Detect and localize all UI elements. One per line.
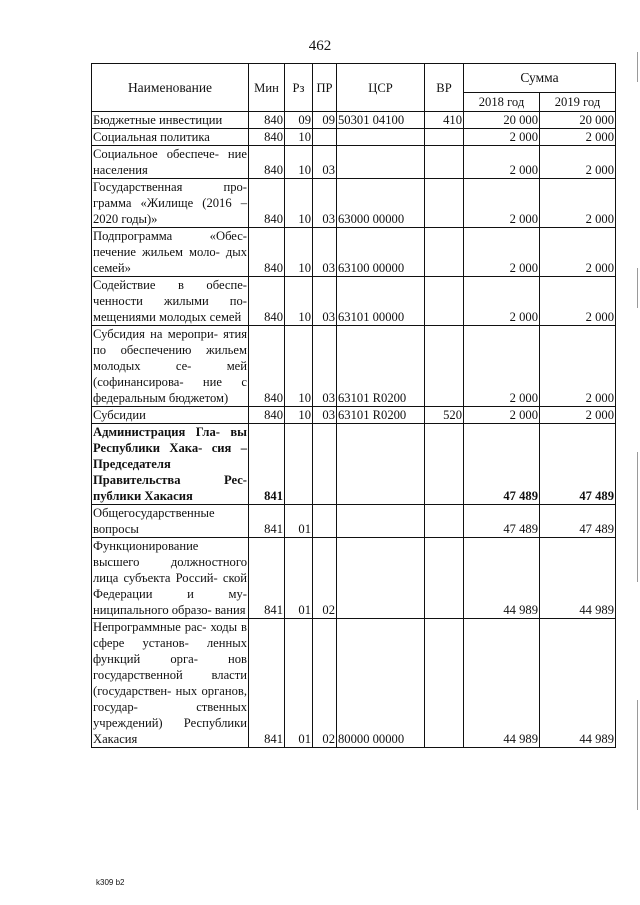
header-csr: ЦСР bbox=[337, 64, 425, 112]
header-rz: Рз bbox=[285, 64, 313, 112]
cell-vr bbox=[425, 538, 464, 619]
scan-edge-mark bbox=[637, 700, 638, 810]
cell-min: 841 bbox=[249, 538, 285, 619]
cell-rz: 10 bbox=[285, 146, 313, 179]
cell-csr: 80000 00000 bbox=[337, 619, 425, 748]
cell-min: 840 bbox=[249, 179, 285, 228]
cell-2018: 2 000 bbox=[464, 146, 540, 179]
cell-vr bbox=[425, 146, 464, 179]
cell-csr bbox=[337, 424, 425, 505]
cell-name: Непрограммные рас- ходы в сфере установ- ленных функций орга- нов государственной власти (государствен- ных органов, государ- ственных учреждений) Республики Хакасия bbox=[93, 620, 247, 746]
cell-rz bbox=[285, 424, 313, 505]
cell-pr: 03 bbox=[313, 179, 337, 228]
cell-csr: 63101 R0200 bbox=[337, 407, 425, 424]
table-row bbox=[92, 146, 616, 179]
header-year-2018: 2018 год bbox=[464, 93, 540, 112]
table-row bbox=[92, 228, 616, 277]
cell-rz: 10 bbox=[285, 129, 313, 146]
cell-pr: 03 bbox=[313, 326, 337, 407]
cell-2018: 47 489 bbox=[464, 424, 540, 505]
cell-pr: 03 bbox=[313, 146, 337, 179]
cell-2019: 47 489 bbox=[540, 505, 616, 538]
cell-rz: 10 bbox=[285, 228, 313, 277]
cell-2019: 20 000 bbox=[540, 112, 616, 129]
cell-pr: 02 bbox=[313, 538, 337, 619]
budget-table bbox=[91, 63, 616, 748]
cell-name: Социальная политика bbox=[92, 129, 249, 146]
table-row bbox=[92, 112, 616, 129]
scan-edge-mark bbox=[637, 268, 638, 308]
cell-rz: 01 bbox=[285, 619, 313, 748]
table-row bbox=[92, 619, 616, 748]
cell-name: Общегосударственные вопросы bbox=[92, 505, 249, 538]
cell-min: 840 bbox=[249, 407, 285, 424]
cell-pr: 03 bbox=[313, 407, 337, 424]
cell-csr: 50301 04100 bbox=[337, 112, 425, 129]
cell-rz: 10 bbox=[285, 277, 313, 326]
cell-2018: 2 000 bbox=[464, 179, 540, 228]
table-row bbox=[92, 326, 616, 407]
cell-name: Функционирование высшего должностного лица субъекта Россий- ской Федерации и му- ниципального образо- вания bbox=[93, 539, 247, 617]
cell-2019: 2 000 bbox=[540, 228, 616, 277]
cell-2018: 2 000 bbox=[464, 326, 540, 407]
cell-2018: 47 489 bbox=[464, 505, 540, 538]
header-sum: Сумма bbox=[464, 64, 616, 93]
cell-name: Администрация Гла- вы Республики Хака- сия – Председателя Правительства Рес- публики Хакасия bbox=[93, 425, 247, 503]
cell-2019: 44 989 bbox=[540, 538, 616, 619]
cell-2018: 2 000 bbox=[464, 277, 540, 326]
cell-min: 840 bbox=[249, 228, 285, 277]
table-row bbox=[92, 538, 616, 619]
cell-vr bbox=[425, 277, 464, 326]
cell-2019: 2 000 bbox=[540, 179, 616, 228]
cell-vr bbox=[425, 619, 464, 748]
cell-min: 841 bbox=[249, 505, 285, 538]
cell-min: 841 bbox=[249, 424, 285, 505]
table-row bbox=[92, 505, 616, 538]
scan-edge-mark bbox=[637, 452, 638, 582]
cell-2018: 2 000 bbox=[464, 407, 540, 424]
cell-vr bbox=[425, 505, 464, 538]
header-year-2019: 2019 год bbox=[540, 93, 616, 112]
table-header bbox=[92, 64, 616, 112]
cell-2019: 47 489 bbox=[540, 424, 616, 505]
cell-vr bbox=[425, 129, 464, 146]
cell-vr bbox=[425, 228, 464, 277]
cell-min: 840 bbox=[249, 112, 285, 129]
cell-csr bbox=[337, 538, 425, 619]
cell-csr bbox=[337, 146, 425, 179]
cell-pr bbox=[313, 424, 337, 505]
cell-csr bbox=[337, 505, 425, 538]
cell-2018: 44 989 bbox=[464, 538, 540, 619]
cell-csr: 63100 00000 bbox=[337, 228, 425, 277]
cell-vr: 520 bbox=[425, 407, 464, 424]
cell-pr bbox=[313, 505, 337, 538]
table-row bbox=[92, 277, 616, 326]
cell-name: Государственная про- грамма «Жилище (2016 – 2020 годы)» bbox=[93, 180, 247, 226]
cell-2018: 44 989 bbox=[464, 619, 540, 748]
cell-2019: 2 000 bbox=[540, 146, 616, 179]
cell-rz: 01 bbox=[285, 505, 313, 538]
cell-min: 840 bbox=[249, 146, 285, 179]
cell-2018: 2 000 bbox=[464, 228, 540, 277]
cell-2019: 2 000 bbox=[540, 407, 616, 424]
cell-min: 840 bbox=[249, 277, 285, 326]
table-row bbox=[92, 129, 616, 146]
cell-min: 840 bbox=[249, 326, 285, 407]
cell-name: Социальное обеспече- ние населения bbox=[93, 147, 247, 177]
cell-name: Бюджетные инвестиции bbox=[92, 112, 249, 129]
cell-name: Подпрограмма «Обес- печение жильем моло- дых семей» bbox=[93, 229, 247, 275]
cell-2019: 44 989 bbox=[540, 619, 616, 748]
header-vr: ВР bbox=[425, 64, 464, 112]
cell-vr bbox=[425, 326, 464, 407]
cell-name: Содействие в обеспе- ченности жилыми по- мещениями молодых семей bbox=[93, 278, 247, 324]
cell-csr: 63101 00000 bbox=[337, 277, 425, 326]
header-pr: ПР bbox=[313, 64, 337, 112]
cell-pr: 02 bbox=[313, 619, 337, 748]
cell-vr: 410 bbox=[425, 112, 464, 129]
footer-code: k309 b2 bbox=[96, 878, 125, 887]
cell-rz: 10 bbox=[285, 326, 313, 407]
cell-min: 841 bbox=[249, 619, 285, 748]
cell-2018: 20 000 bbox=[464, 112, 540, 129]
cell-rz: 10 bbox=[285, 407, 313, 424]
table-row bbox=[92, 179, 616, 228]
cell-min: 840 bbox=[249, 129, 285, 146]
header-name: Наименование bbox=[92, 64, 249, 112]
cell-csr: 63000 00000 bbox=[337, 179, 425, 228]
table-row bbox=[92, 424, 616, 505]
cell-2019: 2 000 bbox=[540, 129, 616, 146]
cell-csr: 63101 R0200 bbox=[337, 326, 425, 407]
cell-2018: 2 000 bbox=[464, 129, 540, 146]
cell-pr bbox=[313, 129, 337, 146]
scan-edge-mark bbox=[637, 52, 638, 82]
cell-vr bbox=[425, 424, 464, 505]
cell-pr: 03 bbox=[313, 228, 337, 277]
cell-rz: 01 bbox=[285, 538, 313, 619]
cell-rz: 10 bbox=[285, 179, 313, 228]
table-body bbox=[92, 112, 616, 748]
cell-pr: 09 bbox=[313, 112, 337, 129]
cell-pr: 03 bbox=[313, 277, 337, 326]
page-number: 462 bbox=[308, 38, 332, 54]
cell-csr bbox=[337, 129, 425, 146]
table-row bbox=[92, 407, 616, 424]
cell-name: Субсидии bbox=[92, 407, 249, 424]
cell-name: Субсидия на меропри- ятия по обеспечению жильем молодых се- мей (софинансирова- ние с федеральным бюджетом) bbox=[93, 327, 247, 405]
cell-2019: 2 000 bbox=[540, 326, 616, 407]
cell-2019: 2 000 bbox=[540, 277, 616, 326]
cell-rz: 09 bbox=[285, 112, 313, 129]
header-min: Мин bbox=[249, 64, 285, 112]
cell-vr bbox=[425, 179, 464, 228]
